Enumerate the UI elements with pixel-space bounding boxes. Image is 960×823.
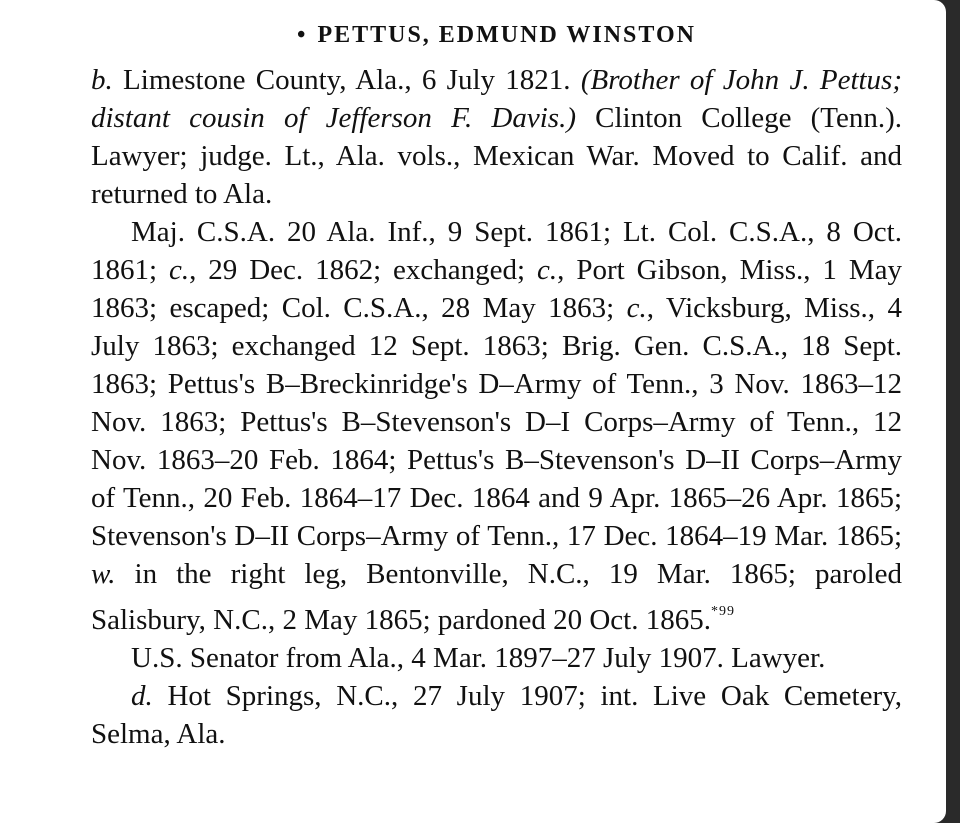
entry-body bbox=[91, 61, 902, 753]
text-run: , 29 Dec. 1862; exchanged; bbox=[189, 254, 538, 286]
text-run: Limestone County, Ala., 6 July 1821. bbox=[112, 64, 581, 96]
text-run: w. bbox=[91, 558, 116, 590]
text-run: Clinton College (Tenn.). Lawyer; judge. Lt., Ala. vols., Mexican War. Moved to Calif. and returned to Ala. bbox=[91, 102, 902, 210]
entry-paragraph bbox=[91, 213, 902, 639]
entry-paragraph bbox=[91, 639, 902, 677]
text-run: (Brother of John J. Pettus; distant cousin of Jefferson F. Davis.) bbox=[91, 64, 902, 134]
text-run: c. bbox=[537, 254, 558, 286]
entry-heading bbox=[91, 22, 902, 49]
bullet: • bbox=[297, 22, 308, 48]
text-run: Maj. C.S.A. 20 Ala. Inf., 9 Sept. 1861; Lt. Col. C.S.A., 8 Oct. 1861; bbox=[91, 216, 902, 286]
text-run: c. bbox=[168, 254, 190, 286]
text-run: in the right leg, Bentonville, N.C., 19 Mar. 1865; paroled Salisbury, N.C., 2 May 1865; pardoned 20 Oct. 1865. bbox=[91, 558, 902, 636]
text-run: b. bbox=[91, 64, 113, 96]
entry-paragraph bbox=[91, 677, 902, 753]
footnote-ref: *99 bbox=[710, 604, 735, 619]
text-run: c. bbox=[626, 292, 647, 324]
entry-paragraph bbox=[91, 61, 902, 213]
text-run: , Port Gibson, Miss., 1 May 1863; escaped; Col. C.S.A., 28 May 1863; bbox=[91, 254, 902, 324]
text-run: d. bbox=[131, 680, 153, 712]
entry-name: PETTUS, EDMUND WINSTON bbox=[317, 22, 696, 48]
text-run: U.S. Senator from Ala., 4 Mar. 1897–27 July 1907. Lawyer. bbox=[131, 642, 826, 674]
text-run: Hot Springs, N.C., 27 July 1907; int. Live Oak Cemetery, Selma, Ala. bbox=[91, 680, 902, 750]
text-run: , Vicksburg, Miss., 4 July 1863; exchanged 12 Sept. 1863; Brig. Gen. C.S.A., 18 Sept. 1863; Pettus's B–Breckinridge's D–Army of Tenn., 3 Nov. 1863–12 Nov. 1863; Pettus's B–Stevenson's D–I Corps–Army of Tenn., 12 Nov. 1863–20 Feb. 1864; Pettus's B–Stevenson's D–II Corps–Army of Tenn., 20 Feb. 1864–17 Dec. 1864 and 9 Apr. 1865–26 Apr. 1865; Stevenson's D–II Corps–Army of Tenn., 17 Dec. 1864–19 Mar. 1865; bbox=[91, 292, 902, 552]
